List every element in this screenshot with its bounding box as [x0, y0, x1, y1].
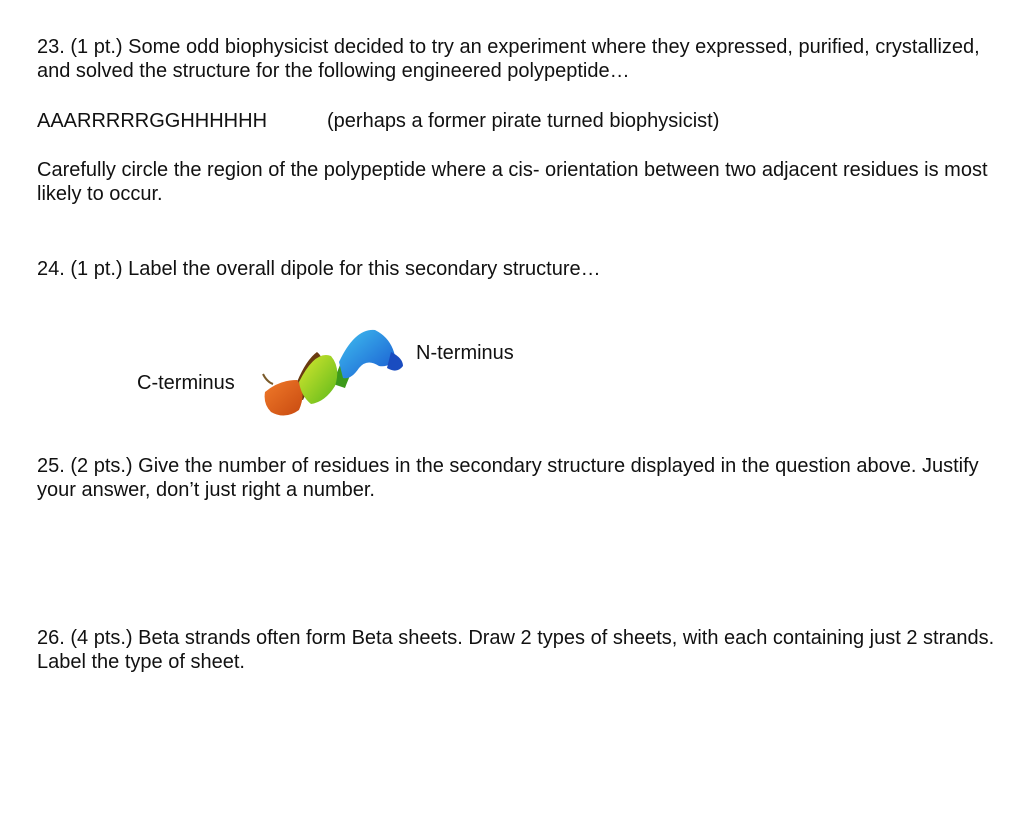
question-24-text: 24. (1 pt.) Label the overall dipole for this secondary structure… [37, 258, 601, 280]
helix-turn-orange [265, 380, 303, 416]
alpha-helix-ribbon-icon [255, 322, 415, 422]
helix-turn-blue [339, 330, 395, 378]
question-26-text: 26. (4 pts.) Beta strands often form Beta sheets. Draw 2 types of sheets, with each containing just 2 strands. Label the type of sheet. [37, 627, 995, 673]
c-terminus-label: C-terminus [137, 372, 235, 394]
polypeptide-sequence: AAARRRRRGGHHHHHH [37, 110, 268, 132]
question-23-text: 23. (1 pt.) Some odd biophysicist decided to try an experiment where they expressed, purified, crystallized, and solved the structure for the following engineered polypeptide… [37, 36, 980, 82]
helix-turn-green [299, 355, 337, 404]
helix-c-tail [263, 374, 273, 384]
n-terminus-label: N-terminus [416, 342, 514, 364]
question-25-text: 25. (2 pts.) Give the number of residues in the secondary structure displayed in the question above. Justify your answer, don’t just right a number. [37, 455, 979, 501]
question-23-prompt: Carefully circle the region of the polypeptide where a cis- orientation between two adjacent residues is most likely to occur. [37, 159, 988, 205]
pirate-aside: (perhaps a former pirate turned biophysicist) [327, 110, 720, 132]
sequence-line [37, 109, 1007, 133]
